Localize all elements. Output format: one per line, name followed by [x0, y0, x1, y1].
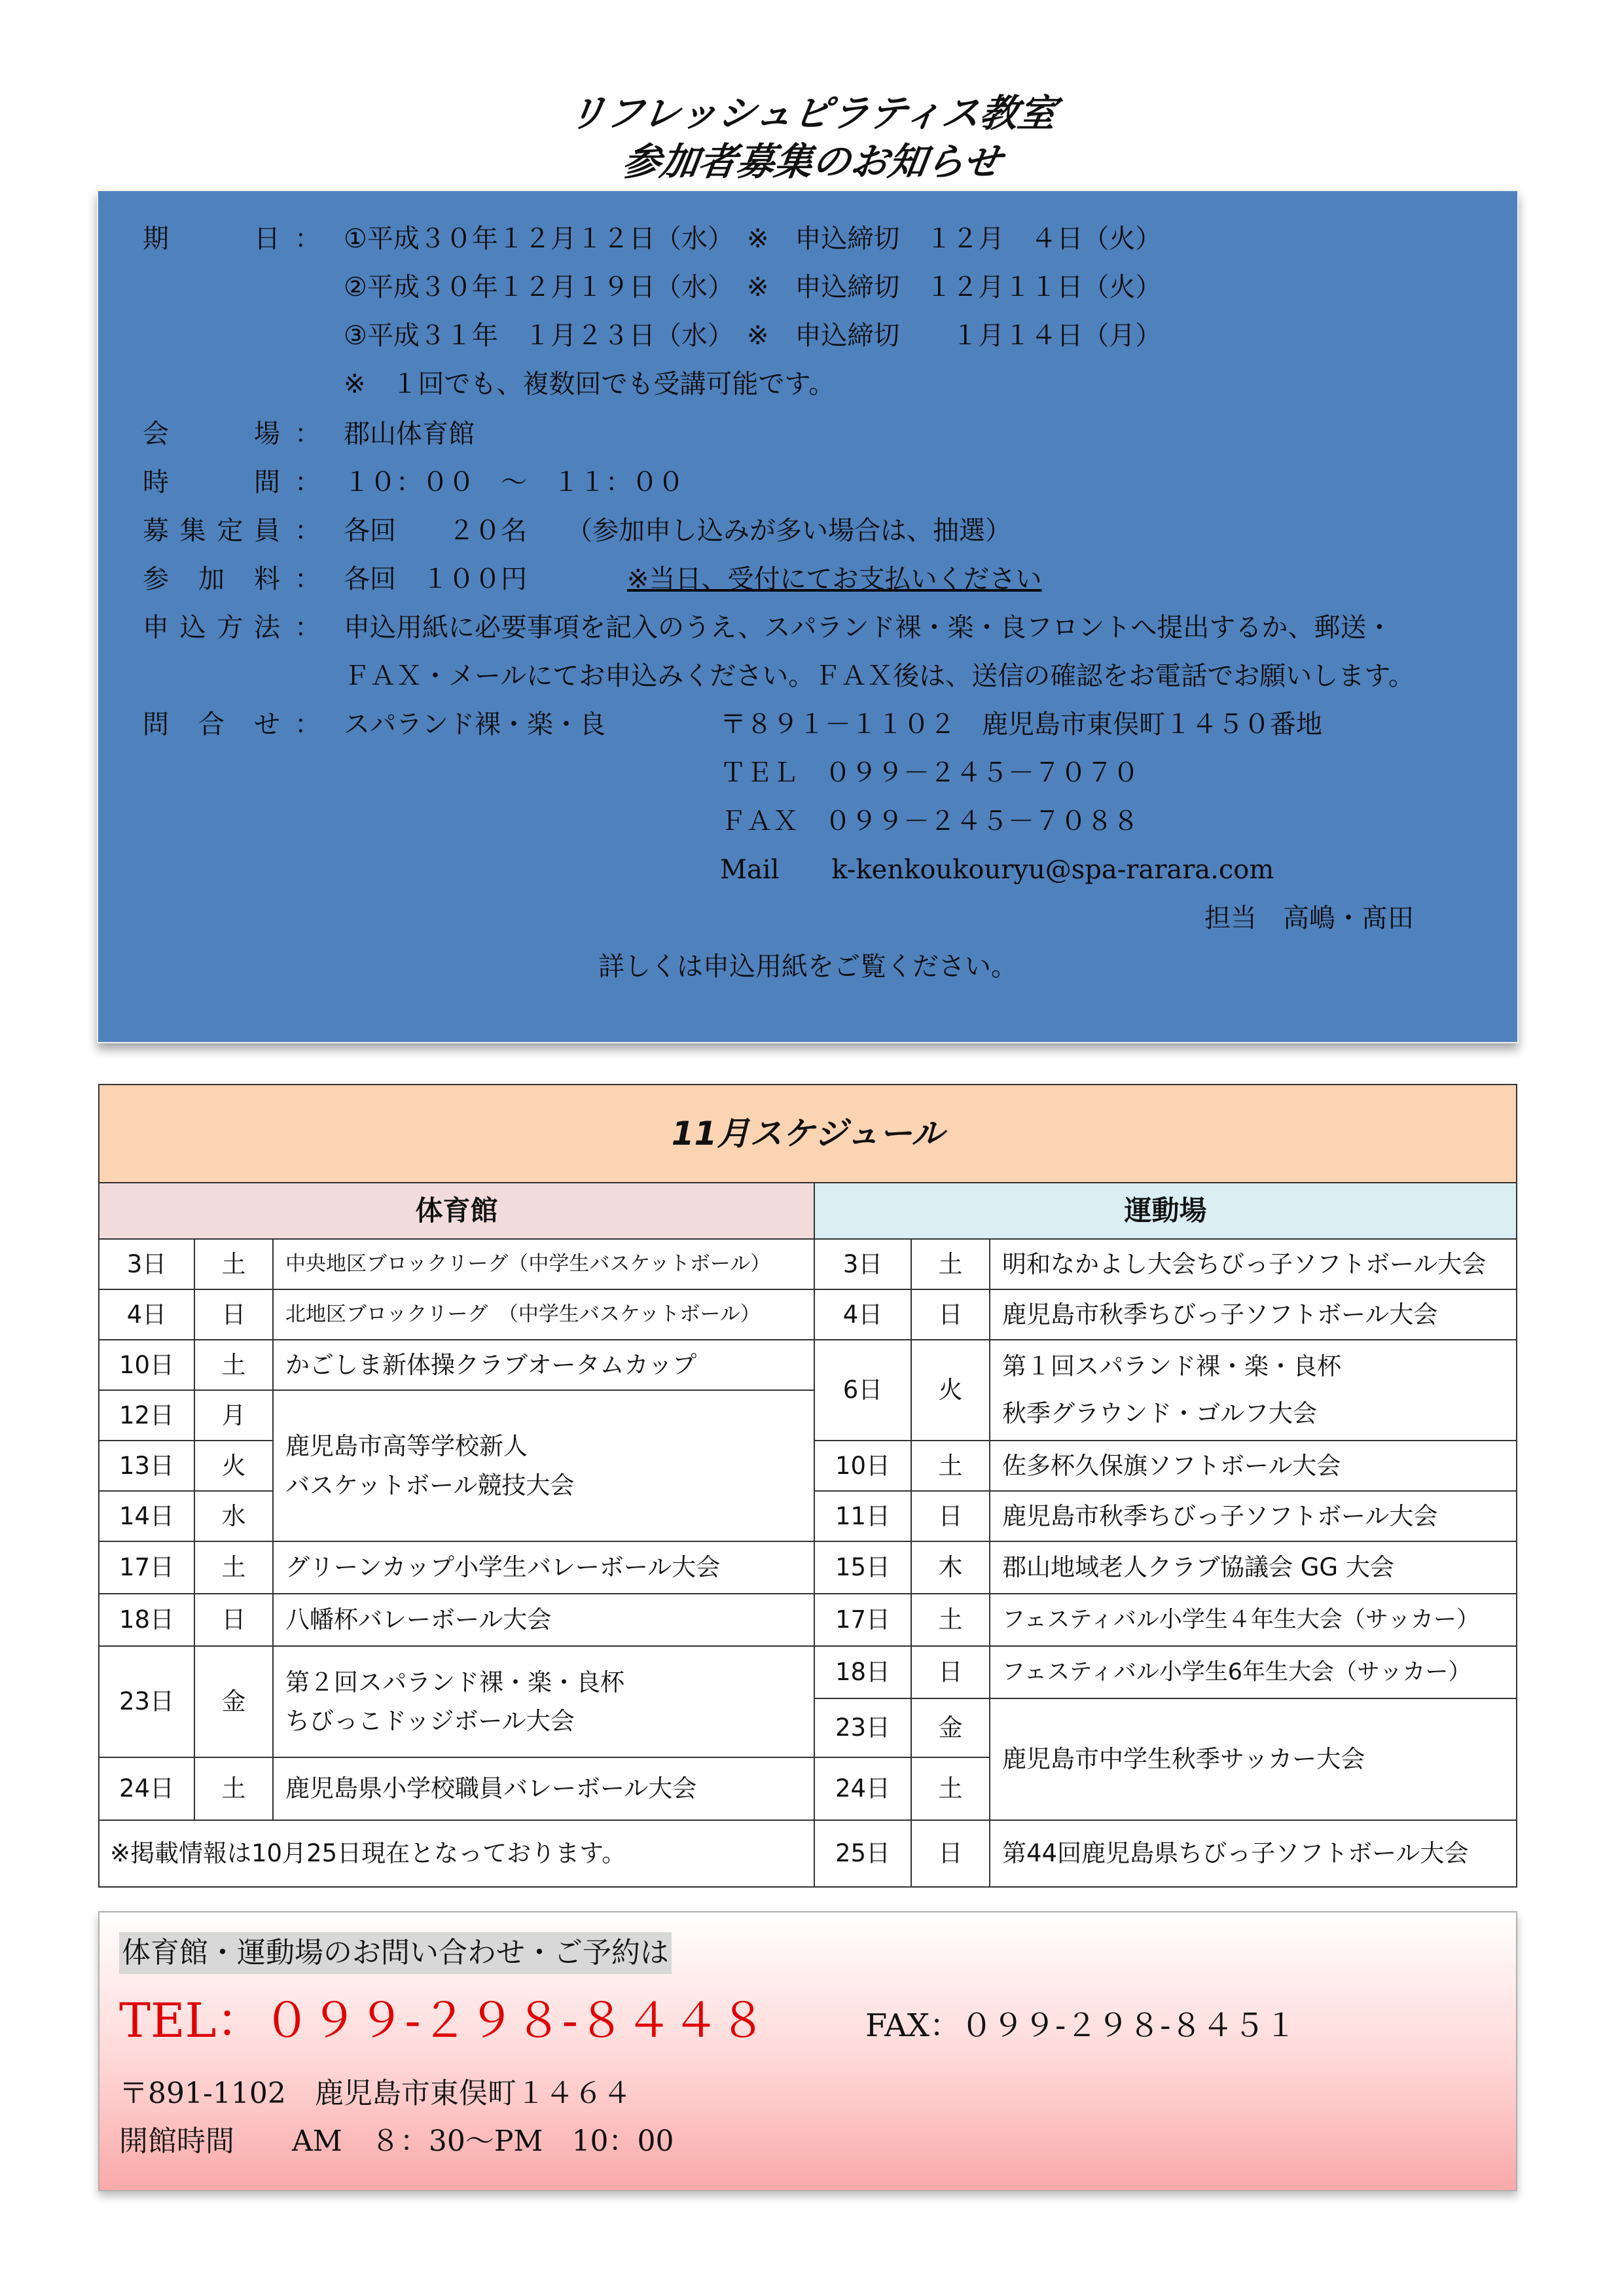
colon: ： — [295, 564, 321, 594]
capacity: 各回 ２０名 （参加申し込みが多い場合は、抽選） — [344, 516, 1011, 546]
contact-mail: Mail k-kenkoukouryu@spa-rarara.com — [720, 855, 1274, 885]
time: １０：００ ～ １１：００ — [344, 467, 684, 497]
colon: ： — [295, 516, 321, 546]
schedule-footnote: ※掲載情報は10月25日現在となっております。 — [99, 1821, 815, 1886]
gym-event: 鹿児島県小学校職員バレーボール大会 — [274, 1758, 815, 1821]
field-dow: 日 — [912, 1647, 990, 1699]
gym-day: 24日 — [99, 1758, 195, 1821]
contact-address: 〒８９１－１１０２ 鹿児島市東俣町１４５０番地 — [720, 709, 1322, 740]
gym-dow: 土 — [195, 1542, 274, 1594]
field-dow: 日 — [912, 1290, 990, 1340]
field-event: 鹿児島市秋季ちびっ子ソフトボール大会 — [990, 1492, 1516, 1542]
venue-label: 会場 — [143, 419, 280, 449]
fee-label: 参加料 — [143, 564, 280, 594]
gym-event: グリーンカップ小学生バレーボール大会 — [274, 1542, 815, 1594]
see-form-note: 詳しくは申込用紙をご覧ください。 — [598, 952, 1017, 982]
field-day: 11日 — [815, 1492, 912, 1542]
gym-event: 中央地区ブロックリーグ（中学生バスケットボール） — [274, 1240, 815, 1290]
apply-line-1: 申込用紙に必要事項を記入のうえ、スパランド裸・楽・良フロントへ提出するか、郵送・ — [344, 613, 1393, 643]
gym-day: 14日 — [99, 1492, 195, 1542]
field-day: 4日 — [815, 1290, 912, 1340]
apply-label: 申込方法 — [143, 613, 280, 643]
field-day: 17日 — [815, 1594, 912, 1647]
field-day: 25日 — [815, 1821, 912, 1886]
field-event-merged — [990, 1340, 1516, 1441]
title-line-1: リフレッシュピラティス教室 — [565, 91, 1059, 135]
field-header: 運動場 — [815, 1183, 1516, 1240]
dates-label: 期日 — [143, 224, 280, 254]
fee-note: ※当日、受付にてお支払いください — [627, 564, 1042, 594]
gym-dow: 火 — [195, 1441, 274, 1492]
capacity-label: 募集定員 — [143, 516, 280, 546]
field-day: 3日 — [815, 1240, 912, 1290]
gym-event-line: 鹿児島市高等学校新人 — [285, 1432, 528, 1461]
field-event-line: 秋季グラウンド・ゴルフ大会 — [1002, 1399, 1317, 1427]
gym-day: 13日 — [99, 1441, 195, 1492]
field-day: 23日 — [815, 1699, 912, 1758]
field-event: フェスティバル小学生４年生大会（サッカー） — [990, 1594, 1516, 1647]
venue: 郡山体育館 — [344, 419, 475, 449]
field-event: 佐多杯久保旗ソフトボール大会 — [990, 1441, 1516, 1492]
contact-address: 〒891-1102 鹿児島市東俣町１４６４ — [119, 2077, 632, 2110]
field-dow: 日 — [912, 1492, 990, 1542]
field-day: 18日 — [815, 1647, 912, 1699]
colon: ： — [295, 709, 321, 740]
time-label: 時間 — [143, 467, 280, 497]
gym-day: 23日 — [99, 1647, 195, 1758]
staff: 担当 高嶋・髙田 — [1204, 903, 1414, 933]
contact-tel: TEL：０９９-２９８-８４４８ — [119, 1993, 767, 2048]
apply-line-2: ＦＡＸ・メールにてお申込みください。ＦＡＸ後は、送信の確認をお電話でお願いします。 — [344, 661, 1415, 691]
gym-dow: 土 — [195, 1340, 274, 1391]
colon: ： — [295, 224, 321, 254]
field-day: 24日 — [815, 1758, 912, 1821]
field-dow: 土 — [912, 1441, 990, 1492]
schedule-table — [98, 1084, 1517, 1888]
gym-event: かごしま新体操クラブオータムカップ — [274, 1340, 815, 1391]
gym-event-line: ちびっこドッジボール大会 — [285, 1707, 575, 1735]
title-line-2: 参加者募集のお知らせ — [619, 139, 1005, 184]
date-note: ※ １回でも、複数回でも受講可能です。 — [344, 369, 835, 399]
gym-day: 10日 — [99, 1340, 195, 1391]
gym-dow: 土 — [195, 1240, 274, 1290]
gym-dow: 日 — [195, 1594, 274, 1647]
gym-dow: 日 — [195, 1290, 274, 1340]
gym-day: 12日 — [99, 1391, 195, 1441]
field-event: フェスティバル小学生6年生大会（サッカー） — [990, 1647, 1516, 1699]
date-1: ①平成３０年１２月１２日（水） ※ 申込締切 １２月 ４日（火） — [344, 224, 1162, 254]
gym-event-merged — [274, 1391, 815, 1542]
colon: ： — [295, 419, 321, 449]
contact-tel: ＴＥＬ ０９９－２４５－７０７０ — [720, 758, 1139, 788]
field-dow: 土 — [912, 1240, 990, 1290]
gym-dow: 金 — [195, 1647, 274, 1758]
gym-dow: 月 — [195, 1391, 274, 1441]
field-day: 10日 — [815, 1441, 912, 1492]
field-dow: 土 — [912, 1594, 990, 1647]
contact-fax: ＦＡＸ ０９９－２４５－７０８８ — [720, 806, 1139, 836]
gym-event-line: 第２回スパランド裸・楽・良杯 — [285, 1668, 624, 1696]
info-panel — [97, 190, 1519, 1043]
field-event: 鹿児島市秋季ちびっ子ソフトボール大会 — [990, 1290, 1516, 1340]
gym-event-merged — [274, 1647, 815, 1758]
field-dow: 土 — [912, 1758, 990, 1821]
gym-header: 体育館 — [99, 1183, 815, 1240]
field-event: 郡山地域老人クラブ協議会 GG 大会 — [990, 1542, 1516, 1594]
contact-label: 問合せ — [143, 709, 280, 740]
contact-lead: 体育館・運動場のお問い合わせ・ご予約は — [119, 1932, 672, 1974]
field-dow: 火 — [912, 1340, 990, 1441]
fee: 各回 １００円 — [344, 564, 527, 594]
field-event: 明和なかよし大会ちびっ子ソフトボール大会 — [990, 1240, 1516, 1290]
field-dow: 日 — [912, 1821, 990, 1886]
opening-hours: 開館時間 AM ８：30～PM 10：00 — [119, 2125, 674, 2158]
contact-name: スパランド裸・楽・良 — [344, 709, 605, 740]
field-day: 6日 — [815, 1340, 912, 1441]
gym-event: 北地区ブロックリーグ （中学生バスケットボール） — [274, 1290, 815, 1340]
schedule-title: 11月スケジュール — [99, 1085, 1516, 1183]
gym-day: 4日 — [99, 1290, 195, 1340]
gym-day: 3日 — [99, 1240, 195, 1290]
contact-box — [98, 1911, 1517, 2191]
contact-fax: FAX：０９９-２９８-８４５１ — [865, 2007, 1297, 2044]
gym-event-line: バスケットボール競技大会 — [285, 1471, 575, 1499]
gym-event: 八幡杯バレーボール大会 — [274, 1594, 815, 1647]
field-day: 15日 — [815, 1542, 912, 1594]
date-3: ③平成３１年 １月２３日（水） ※ 申込締切 １月１４日（月） — [344, 321, 1162, 351]
gym-day: 17日 — [99, 1542, 195, 1594]
gym-dow: 水 — [195, 1492, 274, 1542]
field-dow: 木 — [912, 1542, 990, 1594]
colon: ： — [295, 613, 321, 643]
field-dow: 金 — [912, 1699, 990, 1758]
colon: ： — [295, 467, 321, 497]
field-event-line: 第１回スパランド裸・楽・良杯 — [1002, 1352, 1341, 1380]
field-event-merged: 鹿児島市中学生秋季サッカー大会 — [990, 1699, 1516, 1821]
gym-day: 18日 — [99, 1594, 195, 1647]
date-2: ②平成３０年１２月１９日（水） ※ 申込締切 １２月１１日（火） — [344, 272, 1162, 302]
gym-dow: 土 — [195, 1758, 274, 1821]
field-event: 第44回鹿児島県ちびっ子ソフトボール大会 — [1002, 1839, 1469, 1868]
